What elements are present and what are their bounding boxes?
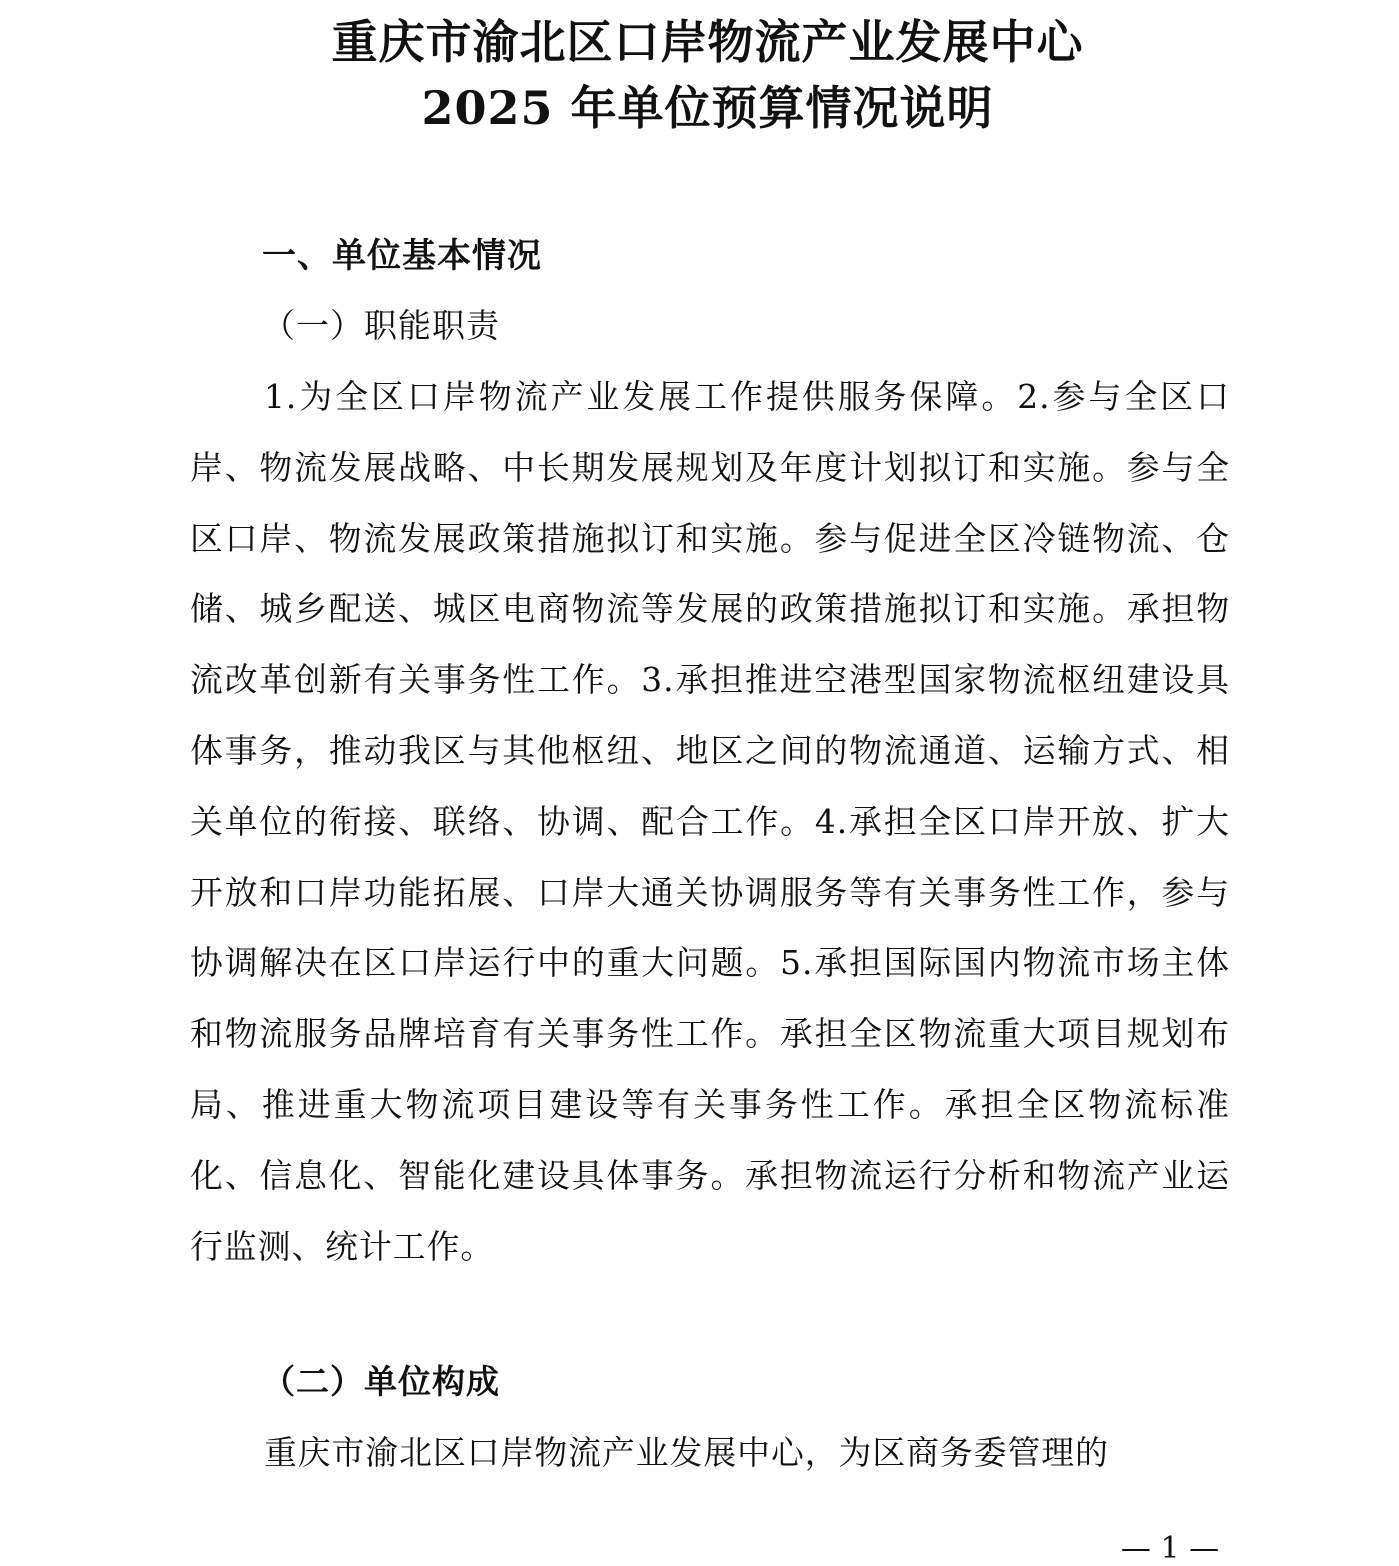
page-number: — 1 — xyxy=(1120,1531,1220,1566)
functions-paragraph: 1.为全区口岸物流产业发展工作提供服务保障。2.参与全区口岸、物流发展战略、中长期发展规划及年度计划拟订和实施。参与全区口岸、物流发展政策措施拟订和实施。参与促进全区冷链物流、仓储、城乡配送、城区电商物流等发展的政策措施拟订和实施。承担物流改革创新有关事务性工作。3.承担推进空港型国家物流枢纽建设具体事务，推动我区与其他枢纽、地区之间的物流通道、运输方式、相关单位的衔接、联络、协调、配合工作。4.承担全区口岸开放、扩大开放和口岸功能拓展、口岸大通关协调服务等有关事务性工作，参与协调解决在区口岸运行中的重大问题。5.承担国际国内物流市场主体和物流服务品牌培育有关事务性工作。承担全区物流重大项目规划布局、推进重大物流项目建设等有关事务性工作。承担全区物流标准化、信息化、智能化建设具体事务。承担物流运行分析和物流产业运行监测、统计工作。 xyxy=(190,378,1230,1266)
subsection-heading-composition: （二）单位构成 xyxy=(262,1362,500,1401)
composition-paragraph: 重庆市渝北区口岸物流产业发展中心，为区商务委管理的 xyxy=(264,1434,1109,1472)
section-heading-basic-info: 一、单位基本情况 xyxy=(262,236,542,276)
document-title-line-1: 重庆市渝北区口岸物流产业发展中心 xyxy=(331,15,1084,69)
subsection-heading-functions: （一）职能职责 xyxy=(262,306,500,345)
document-title-line-2: 2025 年单位预算情况说明 xyxy=(421,81,994,135)
